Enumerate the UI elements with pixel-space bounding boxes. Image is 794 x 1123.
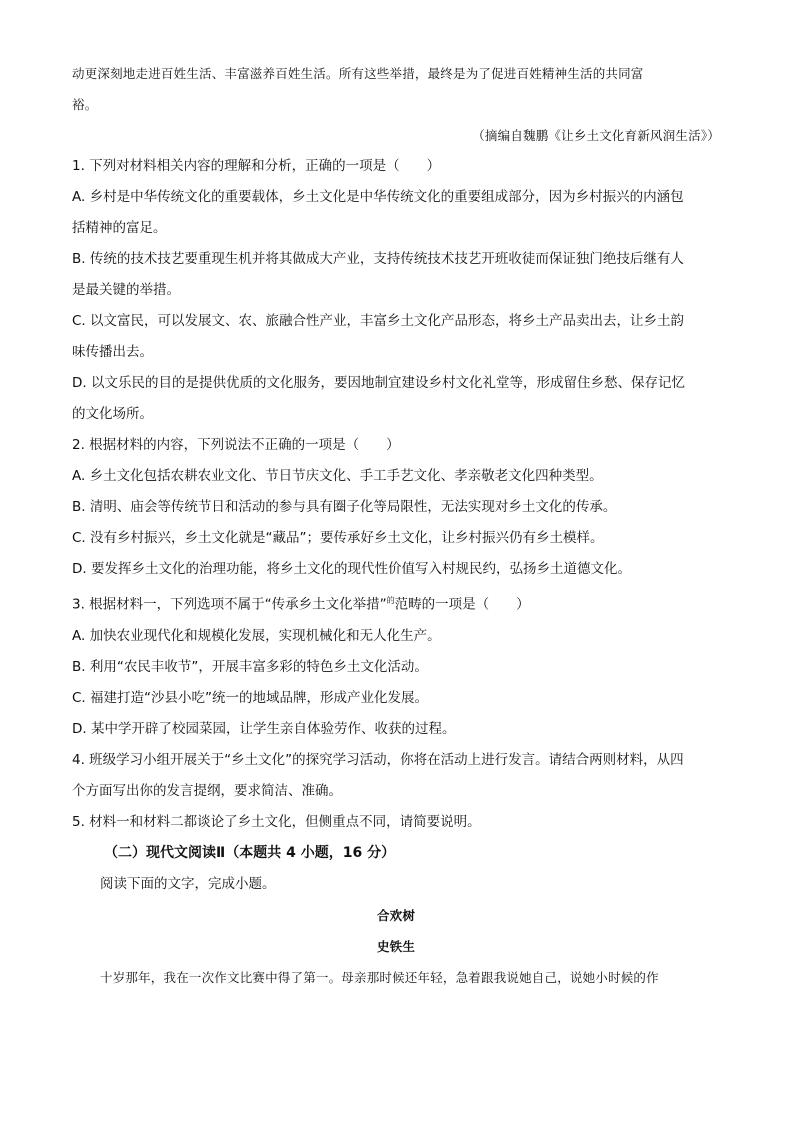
question-1-option-b-cont: 是最关键的举措。 <box>72 282 180 298</box>
question-3-option-d: D. 某中学开辟了校园菜园，让学生亲自体验劳作、收获的过程。 <box>72 720 456 737</box>
question-2-option-a: A. 乡土文化包括农耕农业文化、节日节庆文化、手工手艺文化、孝亲敬老文化四种类型。 <box>72 468 603 484</box>
question-1-option-d: D. 以文乐民的目的是提供优质的文化服务，要因地制宜建设乡村文化礼堂等，形成留住乡愁、保存记忆 <box>72 375 685 391</box>
passage-line: 动更深刻地走进百姓生活、丰富滋养百姓生活。所有这些举措，最终是为了促进百姓精神生活的共同富 <box>72 66 644 81</box>
question-3-option-a: A. 加快农业现代化和规模化发展，实现机械化和无人化生产。 <box>72 627 441 644</box>
question-1-stem: 1. 下列对材料相关内容的理解和分析，正确的一项是（ ） <box>72 158 441 174</box>
article-body-line: 十岁那年，我在一次作文比赛中得了第一。母亲那时候还年轻，急着跟我说她自己，说她小时候的作 <box>100 969 659 985</box>
question-4-stem: 4. 班级学习小组开展关于“乡土文化”的探究学习活动，你将在活动上进行发言。请结合两则材料，从四 <box>72 751 684 768</box>
question-2-stem: 2. 根据材料的内容，下列说法不正确的一项是（ ） <box>72 437 400 453</box>
article-author: 史铁生 <box>376 938 416 954</box>
passage-line: 裕。 <box>72 97 98 112</box>
question-2-option-d: D. 要发挥乡土文化的治理功能，将乡土文化的现代性价值写入村规民约，弘扬乡土道德文化。 <box>72 561 631 577</box>
continued-passage <box>72 58 720 120</box>
section-2-title: （二）现代文阅读Ⅱ（本题共 4 小题，16 分） <box>104 844 396 861</box>
question-2-option-b: B. 清明、庙会等传统节日和活动的参与具有圈子化等局限性，无法实现对乡土文化的传承。 <box>72 499 617 515</box>
question-3-stem <box>72 585 720 621</box>
question-1-option-c-cont: 味传播出去。 <box>72 344 153 360</box>
question-1-option-a-cont: 括精神的富足。 <box>72 220 167 236</box>
question-1-option-c: C. 以文富民，可以发展文、农、旅融合性产业，丰富乡土文化产品形态，将乡土产品卖出去，让乡土韵 <box>72 313 685 329</box>
passage-source: （摘编自魏鹏《让乡土文化育新风润生活》） <box>472 128 720 143</box>
article-title: 合欢树 <box>376 907 416 923</box>
question-3-stem-part1: 3. 根据材料一，下列选项不属于“传承乡土文化举措” <box>72 596 387 613</box>
document-page <box>72 58 720 993</box>
question-1-option-d-cont: 的文化场所。 <box>72 406 153 422</box>
question-5-stem: 5. 材料一和材料二都谈论了乡土文化，但侧重点不同，请简要说明。 <box>72 813 481 830</box>
question-3-stem-part2: 范畴的一项是（ ） <box>394 596 530 613</box>
question-1-option-b: B. 传统的技术技艺要重现生机并将其做成大产业，支持传统技术技艺开班收徒而保证独门绝技后继有人 <box>72 251 684 267</box>
question-3-stem-de: 的 <box>386 596 395 605</box>
question-2-option-c: C. 没有乡村振兴，乡土文化就是“藏品”；要传承好乡土文化，让乡村振兴仍有乡土模样。 <box>72 530 604 546</box>
question-1-option-a: A. 乡村是中华传统文化的重要载体，乡土文化是中华传统文化的重要组成部分，因为乡村振兴的内涵包 <box>72 189 684 205</box>
section-2-instruction: 阅读下面的文字，完成小题。 <box>100 875 276 892</box>
question-4-stem-cont: 个方面写出你的发言提纲，要求简洁、准确。 <box>72 782 342 799</box>
question-3-option-b: B. 利用“农民丰收节”，开展丰富多彩的特色乡土文化活动。 <box>72 658 428 675</box>
question-3-option-c: C. 福建打造“沙县小吃”统一的地域品牌，形成产业化发展。 <box>72 689 428 706</box>
